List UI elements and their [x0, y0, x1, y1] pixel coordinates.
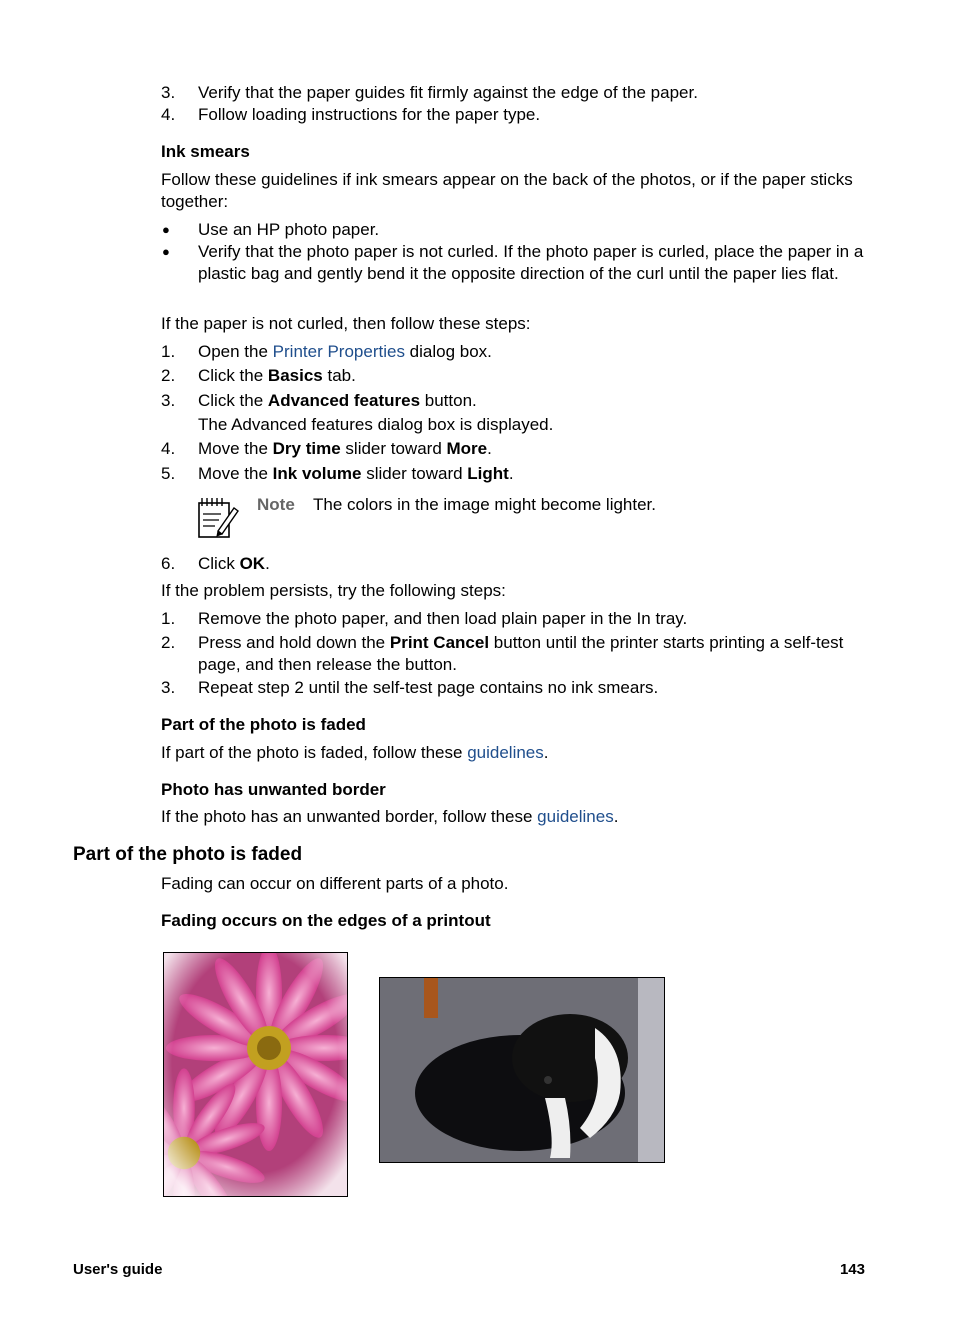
step-number: 2. — [161, 633, 176, 652]
step-text: Verify that the paper guides fit firmly against the edge of the paper. — [198, 83, 698, 102]
step-text: Follow loading instructions for the paper type. — [198, 105, 541, 124]
note-text: The colors in the image might become lighter. — [313, 495, 657, 514]
note-label: Note — [257, 495, 295, 514]
bullet-text: Verify that the photo paper is not curled. If the photo paper is curled, place the paper in a plastic bag and gently bend it the opposite direction of the curl until the paper lies flat. — [198, 242, 864, 283]
persists-text: If the problem persists, try the following steps: — [161, 581, 506, 600]
step-text: Open the Printer Properties dialog box. — [198, 342, 492, 361]
faded-subheading: Part of the photo is faded — [161, 715, 366, 734]
step-text: Move the Ink volume slider toward Light. — [198, 464, 514, 483]
guidelines-link[interactable]: guidelines — [467, 743, 544, 762]
step-text: Repeat step 2 until the self-test page contains no ink smears. — [198, 678, 659, 697]
step-subtext: The Advanced features dialog box is displayed. — [198, 415, 554, 434]
note-pad-icon — [196, 496, 242, 540]
flower-photo — [163, 952, 348, 1197]
printer-properties-link[interactable]: Printer Properties — [272, 342, 405, 361]
footer-guide-label: User's guide — [73, 1261, 163, 1278]
step-number: 1. — [161, 609, 176, 628]
not-curled-text: If the paper is not curled, then follow these steps: — [161, 314, 531, 333]
dog-photo — [379, 977, 665, 1163]
step-number: 1. — [161, 342, 176, 361]
step-number: 3. — [161, 83, 176, 102]
step-text: Remove the photo paper, and then load plain paper in the In tray. — [198, 609, 688, 628]
step-text: Click OK. — [198, 554, 270, 573]
step-text: Move the Dry time slider toward More. — [198, 439, 492, 458]
guidelines-link[interactable]: guidelines — [537, 807, 614, 826]
step-number: 4. — [161, 105, 176, 124]
step-number: 5. — [161, 464, 176, 483]
step-number: 3. — [161, 391, 176, 410]
step-text: Press and hold down the Print Cancel button until the printer starts printing a self-test page, and then release the button. — [198, 633, 844, 674]
section-heading: Part of the photo is faded — [73, 844, 303, 865]
bullet-dot-icon: ● — [162, 222, 170, 237]
bullet-text: Use an HP photo paper. — [198, 220, 380, 239]
note — [257, 494, 295, 516]
bullet-dot-icon: ● — [162, 244, 170, 259]
page-number: 143 — [839, 1261, 865, 1278]
step-number: 4. — [161, 439, 176, 458]
step-text: Click the Basics tab. — [198, 366, 356, 385]
step-number: 6. — [161, 554, 176, 573]
border-sub-text: If the photo has an unwanted border, follow these guidelines. — [161, 807, 619, 826]
ink-smears-intro: Follow these guidelines if ink smears appear on the back of the photos, or if the paper sticks together: — [161, 170, 853, 211]
section-intro: Fading can occur on different parts of a photo. — [161, 874, 509, 893]
faded-sub-text: If part of the photo is faded, follow these guidelines. — [161, 743, 549, 762]
step-number: 3. — [161, 678, 176, 697]
border-subheading: Photo has unwanted border — [161, 780, 386, 799]
step-number: 2. — [161, 366, 176, 385]
edges-heading: Fading occurs on the edges of a printout — [161, 911, 491, 930]
ink-smears-heading: Ink smears — [161, 142, 250, 161]
step-text: Click the Advanced features button. — [198, 391, 477, 410]
